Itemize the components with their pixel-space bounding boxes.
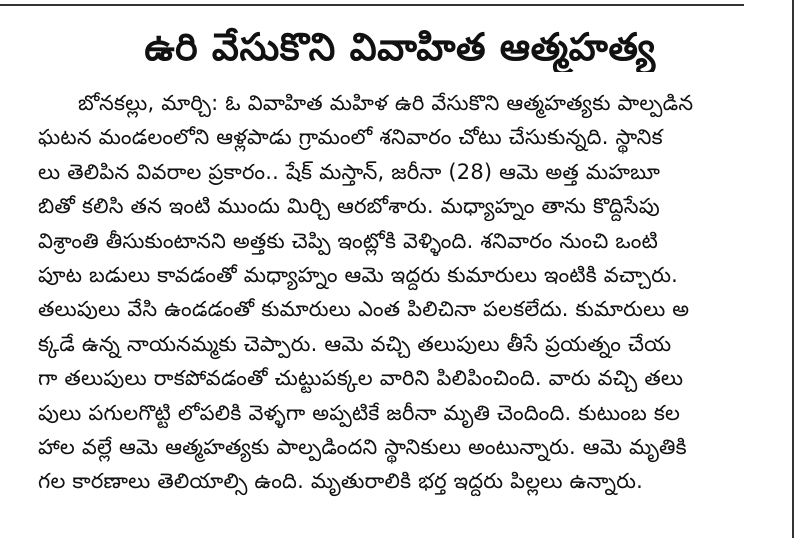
article-body [38, 86, 778, 532]
article-line: బితో కలిసి తన ఇంటి ముందు మిర్చి ఆరబోశారు. మధ్యాహ్నం తాను కొద్దిసేపు [38, 194, 660, 219]
article-line: గల కారణాలు తెలియాల్సి ఉంది. మృతురాలికి భర్త ఇద్దరు పిల్లలు ఉన్నారు. [38, 469, 643, 494]
article-line: విశ్రాంతి తీసుకుంటానని అత్తకు చెప్పి ఇంట్లోకి వెళ్ళింది. శనివారం నుంచి ఒంటి [38, 228, 659, 253]
article-line: గా తలుపులు రాకపోవడంతో చుట్టుపక్కల వారిని పిలిపించింది. వారు వచ్చి తలు [38, 366, 684, 391]
article-line: తలుపులు వేసి ఉండడంతో కుమారులు ఎంత పిలిచినా పలకలేదు. కుమారులు అ [38, 297, 690, 322]
article-line: ఘటన మండలంలోని ఆళ్లపాడు గ్రామంలో శనివారం చోటు చేసుకున్నది. స్థానిక [38, 125, 663, 150]
article-line: పులు పగులగొట్టి లోపలికి వెళ్ళగా అప్పటికే జరీనా మృతి చెందింది. కుటుంబ కల [38, 400, 681, 425]
article-headline: ఉరి వేసుకొని వివాహిత ఆత్మహత్య [144, 25, 656, 69]
article-line: క్కడే ఉన్న నాయనమ్మకు చెప్పారు. ఆమె వచ్చి తలుపులు తీసే ప్రయత్నం చేయ [38, 331, 672, 356]
article-line: హాల వల్లే ఆమె ఆత్మహత్యకు పాల్పడిందని స్థానికులు అంటున్నారు. ఆమె మృతికి [38, 434, 687, 459]
article-line: బోనకల్లు, మార్చి: ఓ వివాహిత మహిళ ఉరి వేసుకొని ఆత్మహత్యకు పాల్పడిన [78, 91, 694, 115]
right-column-divider [792, 0, 794, 538]
article-line: లు తెలిపిన వివరాల ప్రకారం.. షేక్ మస్తాన్, జరీనా (28) ఆమె అత్త మహబూ [38, 159, 661, 184]
article-line: పూట బడులు కావడంతో మధ్యాహ్నం ఆమె ఇద్దరు కుమారులు ఇంటికి వచ్చారు. [38, 262, 679, 287]
top-divider [0, 4, 744, 6]
